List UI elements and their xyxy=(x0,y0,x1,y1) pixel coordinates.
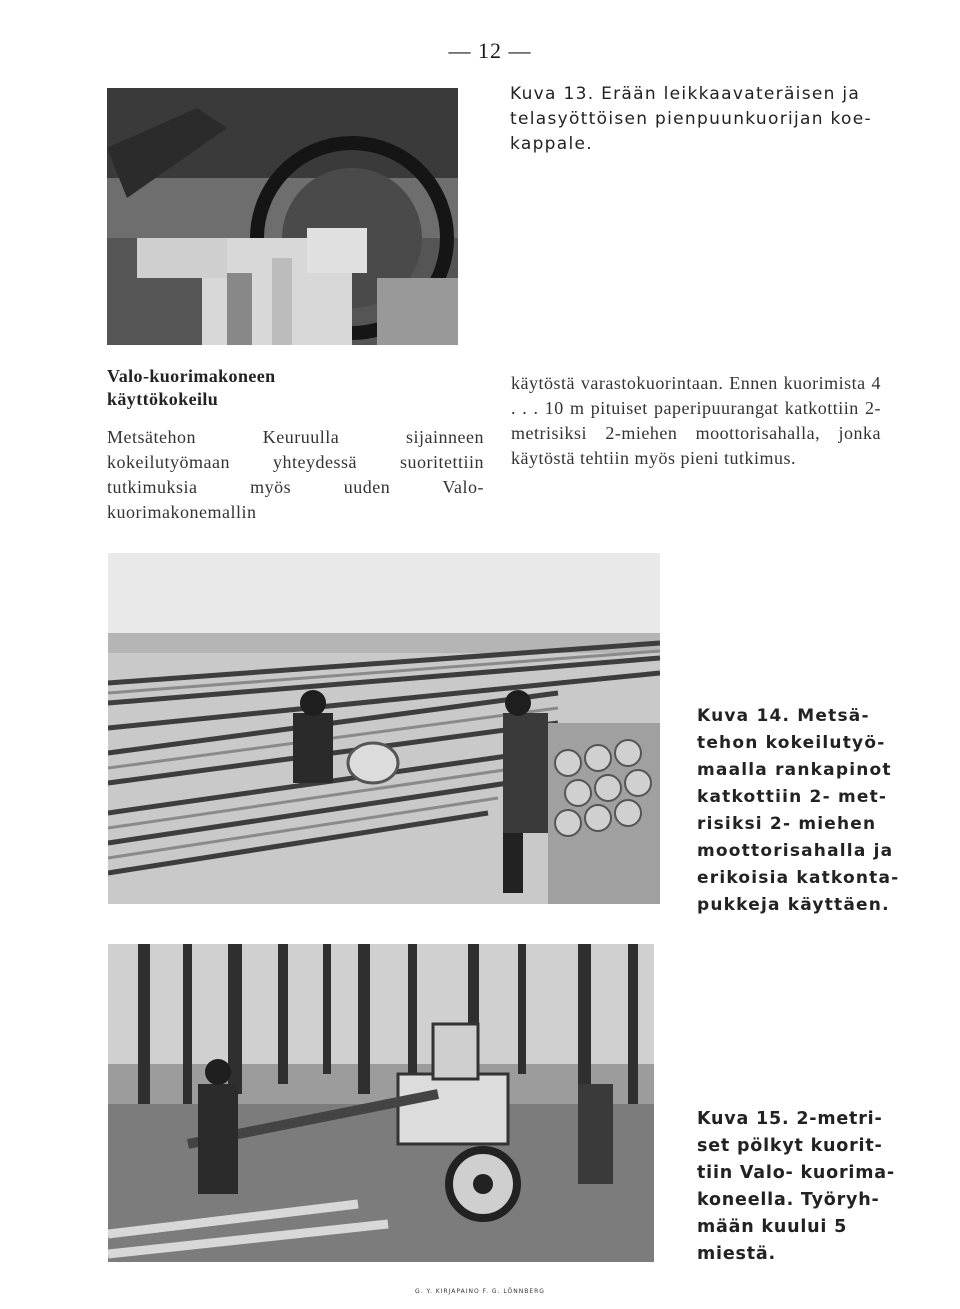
printer-mark: G. Y. KIRJAPAINO F. G. LÖNNBERG xyxy=(415,1288,545,1295)
body-paragraph-left: Metsätehon Keuruulla sijainneen kokeilutyömaan yhteydessä suoritettiin tutkimuksia myös uuden Valo-kuorimakonemallin xyxy=(107,427,484,522)
photo-barking-machine-illustration xyxy=(107,88,458,345)
photo-figure-13 xyxy=(107,88,458,345)
figure-13-caption: Kuva 13. Erään leikkaavateräisen ja telasyöttöisen pienpuunkuorijan koe- kappale. xyxy=(510,84,872,154)
photo-figure-14 xyxy=(108,553,660,904)
photo-figure-15 xyxy=(108,944,654,1262)
section-heading xyxy=(107,365,487,411)
photo-log-piles-illustration xyxy=(108,553,660,904)
photo-barking-machine-in-forest-illustration xyxy=(108,944,654,1262)
figure-15-caption: Kuva 15. 2-metri- set pölkyt kuorit- tiin Valo- kuorima- koneella. Työryh- mään kuului 5 miestä. xyxy=(697,1109,895,1264)
body-paragraph-right: käytöstä varastokuorintaan. Ennen kuorimista 4 . . . 10 m pituiset paperipuurangat katkottiin 2-metrisiksi 2-miehen moottorisahalla, jonka käytöstä tehtiin myös pieni tutkimus. xyxy=(511,373,881,468)
page-number: — 12 — xyxy=(448,38,532,63)
figure-14-caption: Kuva 14. Metsä- tehon kokeilutyö- maalla rankapinot katkottiin 2- met- risiksi 2- miehen moottorisahalla ja erikoisia katkonta- pukkeja käyttäen. xyxy=(697,706,900,915)
section-heading-line-1: Valo-kuorimakoneen xyxy=(107,366,276,386)
section-heading-line-2: käyttökokeilu xyxy=(107,389,219,409)
